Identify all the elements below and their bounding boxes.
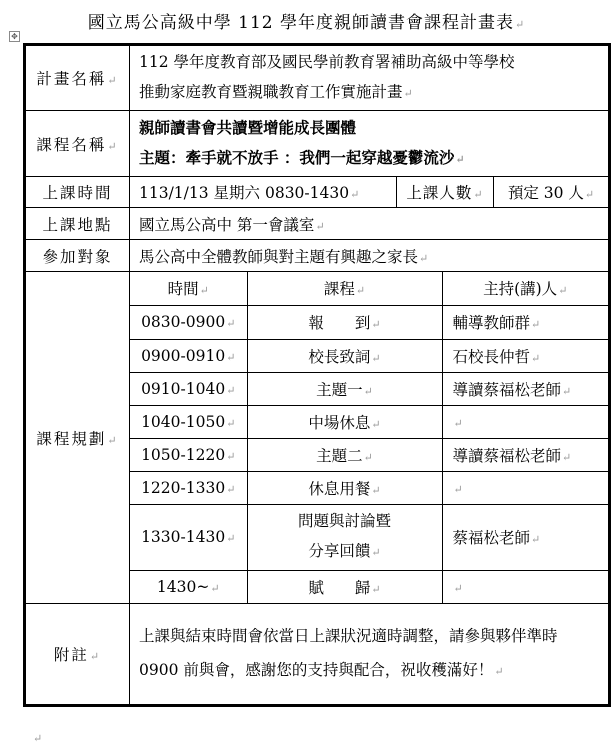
schedule-host: ↵ [442,570,608,603]
plan-row [25,45,610,111]
schedule-course: 休息用餐↵ [247,471,442,504]
schedule-course: 主題一↵ [247,372,442,405]
schedule-host: 輔導教師群↵ [442,305,608,339]
place-value: 國立馬公高中 第一會議室↵ [130,208,610,240]
audience-label: 參加對象 [25,240,130,272]
note-value: 上課與結束時間會依當日上課狀況適時調整，請參與夥伴準時 0900 前與會，感謝您的支持與配合，祝收穫滿好！↵ [130,604,610,706]
plan-line-1: 112 學年度教育部及國民學前教育署補助高級中等學校 [139,53,515,71]
table-move-handle-icon[interactable]: ✥ [9,31,20,42]
course-label: 課程名稱↵ [25,111,130,177]
schedule-host: 導讀蔡福松老師↵ [442,372,608,405]
time-cell [130,177,610,208]
schedule-host: 石校長仲哲↵ [442,339,608,372]
schedule-course [247,504,442,570]
schedule-row-3 [130,372,608,405]
time-subtable [130,177,608,207]
schedule-row-1 [130,305,608,339]
schedule-time: 0900-0910↵ [130,339,247,372]
schedule-cell [130,272,610,604]
time-value: 113/1/13 星期六 0830-1430↵ [130,177,397,207]
schedule-row-2 [130,339,608,372]
course-line-2: 主題：牽手就不放手 ：我們一起穿越憂鬱流沙↵ [139,147,465,167]
audience-row [25,240,610,272]
schedule-course: 校長致詞↵ [247,339,442,372]
count-label: 上課人數↵ [397,177,494,207]
audience-value: 馬公高中全體教師與對主題有興趣之家長↵ [130,240,610,272]
note-row [25,604,610,706]
schedule-label: 課程規劃↵ [25,272,130,604]
time-row [25,177,610,208]
schedule-course-line-1: 問題與討論暨 [297,512,391,530]
schedule-row [25,272,610,604]
header-time: 時間↵ [130,272,247,305]
document-title: 國立馬公高級中學 112 學年度親師讀書會課程計畫表↵ [87,13,526,33]
place-row [25,208,610,240]
schedule-row-7 [130,504,608,570]
note-label: 附註↵ [25,604,130,706]
time-label: 上課時間 [25,177,130,208]
header-host: 主持(講)人↵ [442,272,608,305]
plan-value [130,45,610,111]
course-value [130,111,610,177]
schedule-time: 1430~↵ [130,570,247,603]
schedule-course: 賦 歸↵ [247,570,442,603]
schedule-course: 中場休息↵ [247,405,442,438]
schedule-time: 0830-0900↵ [130,305,247,339]
schedule-time: 1050-1220↵ [130,438,247,471]
schedule-time: 1040-1050↵ [130,405,247,438]
schedule-row-8 [130,570,608,603]
schedule-row-6 [130,471,608,504]
schedule-host: ↵ [442,471,608,504]
count-value: 預定 30 人↵ [507,184,595,202]
place-label: 上課地點 [25,208,130,240]
schedule-host: 導讀蔡福松老師↵ [442,438,608,471]
plan-line-2: 推動家庭教育暨親職教育工作實施計畫↵ [139,83,413,101]
schedule-table [130,272,608,603]
schedule-course: 報 到↵ [247,305,442,339]
schedule-row-4 [130,405,608,438]
course-plan-table [23,43,611,707]
course-line-1: 親師讀書會共讀暨增能成長團體 [139,117,357,137]
schedule-host: ↵ [442,405,608,438]
schedule-time: 1330-1430↵ [130,504,247,570]
schedule-time: 0910-1040↵ [130,372,247,405]
schedule-course-line-2: 分享回饋↵ [308,542,381,560]
schedule-time: 1220-1330↵ [130,471,247,504]
course-row [25,111,610,177]
paragraph-mark: ↵ [33,732,43,745]
schedule-host: 蔡福松老師↵ [442,504,608,570]
schedule-course: 主題二↵ [247,438,442,471]
schedule-row-5 [130,438,608,471]
plan-label: 計畫名稱↵ [25,45,130,111]
schedule-header-row [130,272,608,305]
header-course: 課程↵ [247,272,442,305]
